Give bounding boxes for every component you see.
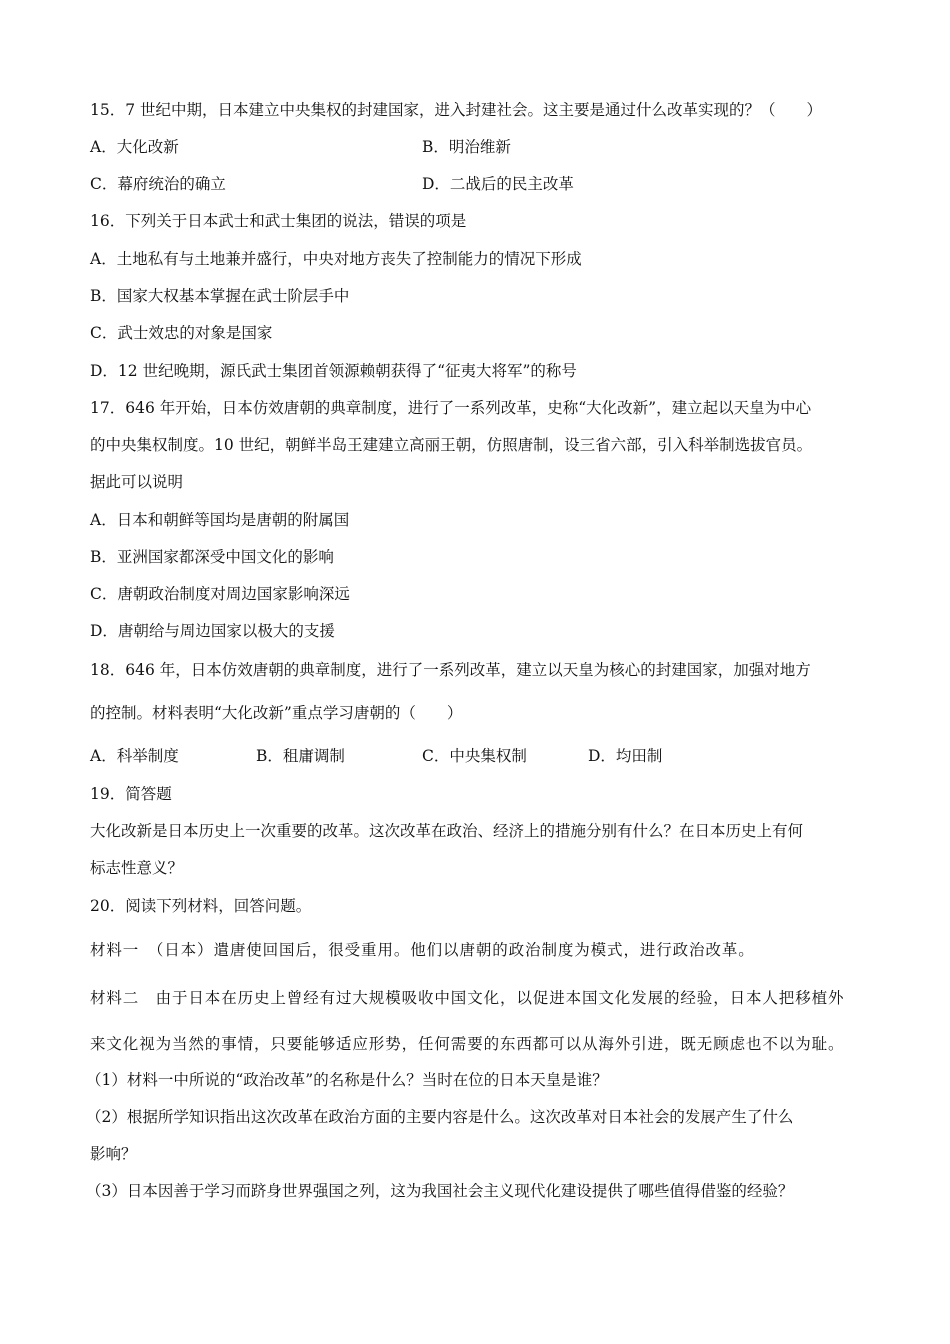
q15-stem: 15．7 世纪中期，日本建立中央集权的封建国家，进入封建社会。这主要是通过什么改革实现的？（ ） — [90, 101, 823, 119]
q17-option-d[interactable]: D．唐朝给与周边国家以极大的支援 — [90, 622, 335, 640]
q17-stem-line2: 的中央集权制度。10 世纪，朝鲜半岛王建建立高丽王朝，仿照唐制，设三省六部，引入科举制选拔官员。 — [90, 436, 813, 454]
q16-option-d[interactable]: D．12 世纪晚期，源氏武士集团首领源赖朝获得了“征夷大将军”的称号 — [90, 362, 577, 380]
q15-option-c[interactable]: C．幕府统治的确立 — [90, 175, 226, 193]
q15-options-row2 — [90, 173, 865, 195]
q20-sub-question-2: （2）根据所学知识指出这次改革在政治方面的主要内容是什么。这次改革对日本社会的发展产生了什么 — [86, 1108, 794, 1126]
q20-sub-question-3: （3）日本因善于学习而跻身世界强国之列，这为我国社会主义现代化建设提供了哪些值得借鉴的经验？ — [86, 1182, 794, 1200]
q15-option-b[interactable]: B．明治维新 — [422, 138, 511, 156]
q17-option-b[interactable]: B．亚洲国家都深受中国文化的影响 — [90, 548, 334, 566]
q20-material2-line2: 来文化视为当然的事情，只要能够适应形势，任何需要的东西都可以从海外引进，既无顾虑也不以为耻。 — [90, 1035, 845, 1053]
q20-sub-question-1: （1）材料一中所说的“政治改革”的名称是什么？当时在位的日本天皇是谁？ — [86, 1071, 608, 1089]
q19-body-line2: 标志性意义？ — [90, 859, 184, 877]
q19-body-line1: 大化改新是日本历史上一次重要的改革。这次改革在政治、经济上的措施分别有什么？在日本历史上有何 — [90, 822, 804, 840]
q18-stem-line1: 18．646 年，日本仿效唐朝的典章制度，进行了一系列改革，建立以天皇为核心的封建国家，加强对地方 — [90, 661, 811, 679]
q20-stem: 20．阅读下列材料，回答问题。 — [90, 897, 312, 915]
q18-option-c[interactable]: C．中央集权制 — [422, 747, 527, 765]
q16-option-c[interactable]: C．武士效忠的对象是国家 — [90, 324, 273, 342]
q20-material2-line1: 材料二 由于日本在历史上曾经有过大规模吸收中国文化，以促进本国文化发展的经验，日本人把移植外 — [90, 989, 845, 1007]
q20-material1: 材料一 （日本）遣唐使回国后，很受重用。他们以唐朝的政治制度为模式，进行政治改革。 — [90, 941, 755, 959]
q17-option-a[interactable]: A．日本和朝鲜等国均是唐朝的附属国 — [90, 511, 350, 529]
q18-stem-line2: 的控制。材料表明“大化改新”重点学习唐朝的（ ） — [90, 704, 463, 722]
q18-option-d[interactable]: D．均田制 — [588, 747, 663, 765]
q15-options-row1 — [90, 136, 865, 158]
q15-option-a[interactable]: A．大化改新 — [90, 138, 179, 156]
q17-stem-line1: 17．646 年开始，日本仿效唐朝的典章制度，进行了一系列改革，史称“大化改新”，建立起以天皇为中心 — [90, 399, 812, 417]
q16-option-a[interactable]: A．土地私有与土地兼并盛行，中央对地方丧失了控制能力的情况下形成 — [90, 250, 582, 268]
q18-option-b[interactable]: B．租庸调制 — [256, 747, 345, 765]
q17-option-c[interactable]: C．唐朝政治制度对周边国家影响深远 — [90, 585, 350, 603]
q16-option-b[interactable]: B．国家大权基本掌握在武士阶层手中 — [90, 287, 350, 305]
q19-stem: 19．简答题 — [90, 785, 172, 803]
q17-stem-line3: 据此可以说明 — [90, 473, 184, 491]
q16-stem: 16．下列关于日本武士和武士集团的说法，错误的项是 — [90, 212, 467, 230]
q20-sub-question-2-cont: 影响？ — [90, 1145, 137, 1163]
q15-option-d[interactable]: D．二战后的民主改革 — [422, 175, 574, 193]
q18-option-a[interactable]: A．科举制度 — [90, 747, 179, 765]
